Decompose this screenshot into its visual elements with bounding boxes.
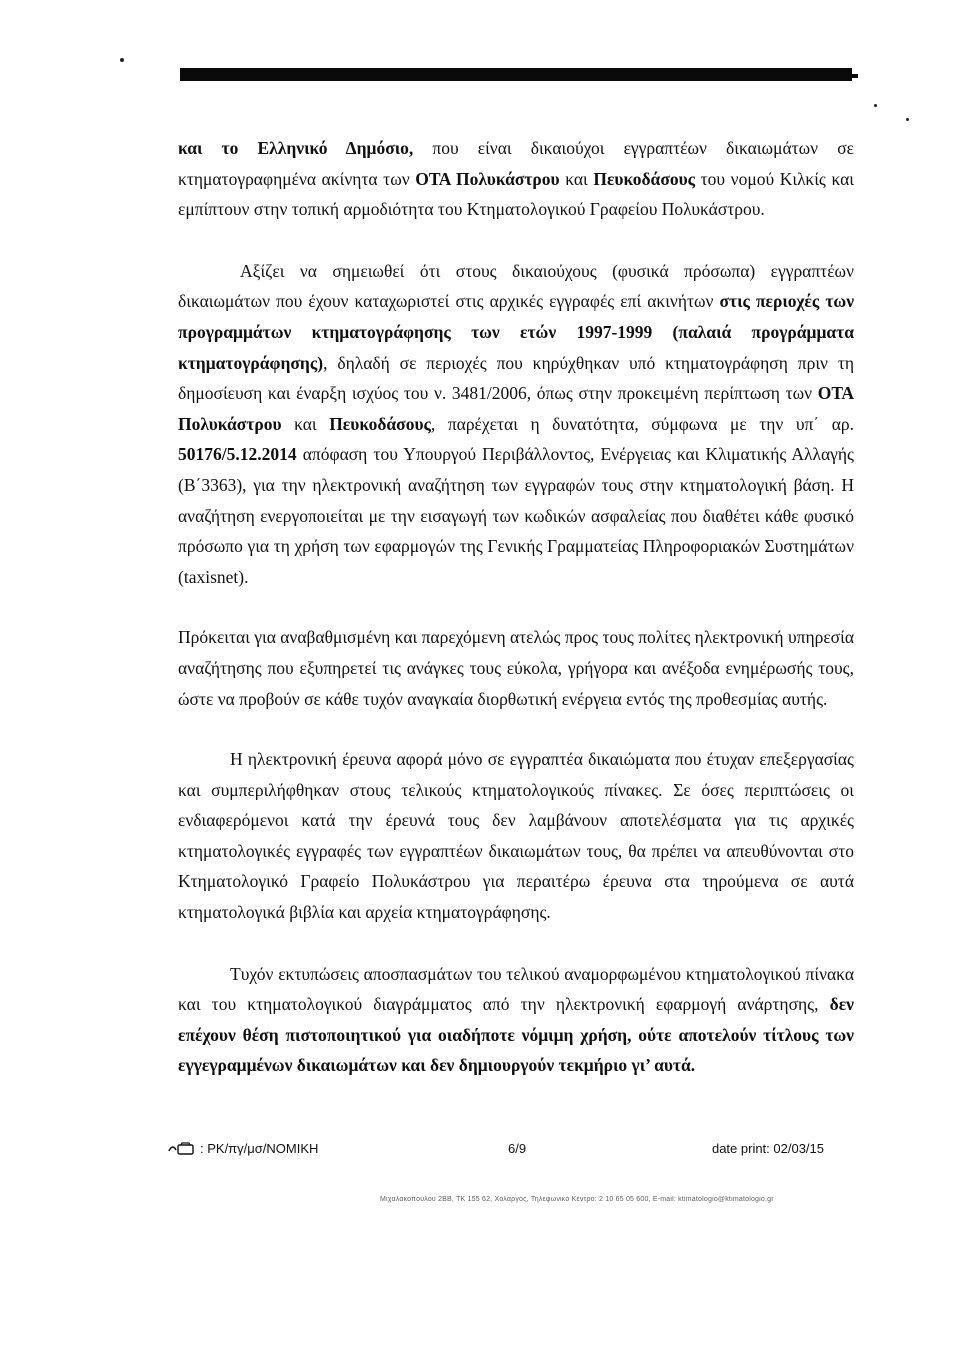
text-run: απόφαση του Υπουργού Περιβάλλοντος, Ενέργειας και Κλιματικής Αλλαγής (Β΄3363), για την ηλεκτρονική αναζήτηση των εγγραφών τους στην κτηματολογική βάση. Η αναζήτηση ενεργοποιείται με την εισαγωγή των κωδικών ασφαλείας που διαθέτει κάθε φυσικό πρόσωπο για τη χρήση των εφαρμογών της Γενικής Γραμματείας Πληροφοριακών Συστημάτων (taxisnet). [178,444,854,587]
text-run: που είναι δικαιούχοι εγγραπτέων δικαιωμάτων σε κτηματογραφημένα ακίνητα των [178,138,854,189]
bold-text-run: στις περιοχές των προγραμμάτων κτηματογράφησης των ετών 1997-1999 (παλαιά προγράμματα κτηματογράφησης) [178,291,855,373]
paragraph [178,133,854,225]
header-rule-tail [852,74,858,78]
text-run: και [281,413,330,434]
text-run: Πρόκειται για αναβαθμισμένη και παρεχόμενη ατελώς προς τους πολίτες ηλεκτρονική υπηρεσία αναζήτησης που εξυπηρετεί τις ανάγκες τους εύκολα, γρήγορα και ανέξοδα ενημέρωσής τους, ώστε να προβούν σε κάθε τυχόν αναγκαία διορθωτική ενέργεια εντός της προθεσμίας αυτής. [178,627,854,709]
scan-speck [120,58,124,62]
scan-speck [906,118,909,121]
paragraph [178,744,854,928]
page-footer [168,1141,824,1165]
bold-text-run: 50176/5.12.2014 [178,444,297,465]
footer-address-line: Μιχαλακοπούλου 2ΒΒ, ΤΚ 155 62, Χολαργός, Τηλεφωνικό Κέντρο: 2 10 65 05 600, E-mail: ktimatologio@ktimatologio.gr [380,1196,774,1203]
footer-reference [168,1141,318,1156]
text-run: Αξίζει να σημειωθεί ότι στους δικαιούχους (φυσικά πρόσωπα) εγγραπτέων δικαιωμάτων που έχουν καταχωριστεί στις αρχικές εγγραφές επί ακινήτων [178,260,854,312]
phone-icon [168,1142,198,1156]
bold-text-run: ΟΤΑ Πολυκάστρου [415,168,560,189]
scan-speck [874,104,877,107]
text-run: του νομού Κιλκίς και εμπίπτουν στην τοπική αρμοδιότητα του Κτηματολογικού Γραφείου Πολυκάστρου. [178,168,854,220]
page-number: 6/9 [508,1141,527,1156]
bold-text-run: δεν επέχουν θέση πιστοποιητικού για οιαδήποτε νόμιμη χρήση, ούτε αποτελούν τίτλους των εγγεγραμμένων δικαιωμάτων και δεν δημιουργούν τεκμήριο γι’ αυτά. [178,994,854,1076]
text-run: Η ηλεκτρονική έρευνα αφορά μόνο σε εγγραπτέα δικαιώματα που έτυχαν επεξεργασίας και συμπεριλήφθηκαν στους τελικούς κτηματολογικούς πίνακες. Σε όσες περιπτώσεις οι ενδιαφερόμενοι κατά την έρευνά τους δεν λαμβάνουν αποτελέσματα για τις αρχικές κτηματολογικές εγγραφές των εγγραπτέων δικαιωμάτων τους, θα πρέπει να απευθύνονται στο Κτηματολογικό Γραφείο Πολυκάστρου για περαιτέρω έρευνα στα τηρούμενα σε αυτά κτηματολογικά βιβλία και αρχεία κτηματογράφησης. [178,749,854,923]
text-run: , παρέχεται η δυνατότητα, σύμφωνα με την υπ΄ αρ. [430,413,854,434]
footer-reference-code: : ΡΚ/πγ/μσ/ΝΟΜΙΚΗ [200,1141,319,1156]
header-rule [180,68,852,81]
paragraph [178,959,854,1081]
bold-text-run: Πευκοδάσους [593,168,696,189]
paragraph [178,256,854,593]
text-run: και [559,168,594,189]
paragraph [178,622,854,714]
print-date: date print: 02/03/15 [711,1141,824,1156]
bold-text-run: Πευκοδάσους [329,413,431,434]
document-body [178,133,854,1081]
text-run: Τυχόν εκτυπώσεις αποσπασμάτων του τελικού αναμορφωμένου κτηματολογικού πίνακα και του κτηματολογικού διαγράμματος από την ηλεκτρονική εφαρμογή ανάρτησης, [178,963,854,1015]
bold-text-run: ΟΤΑ Πολυκάστρου [178,383,854,434]
text-run: , δηλαδή σε περιοχές που κηρύχθηκαν υπό κτηματογράφηση πριν τη δημοσίευση και έναρξη ισχύος του ν. 3481/2006, όπως στην προκειμένη περίπτωση των [178,352,854,404]
bold-text-run: και το Ελληνικό Δημόσιο, [178,138,414,158]
